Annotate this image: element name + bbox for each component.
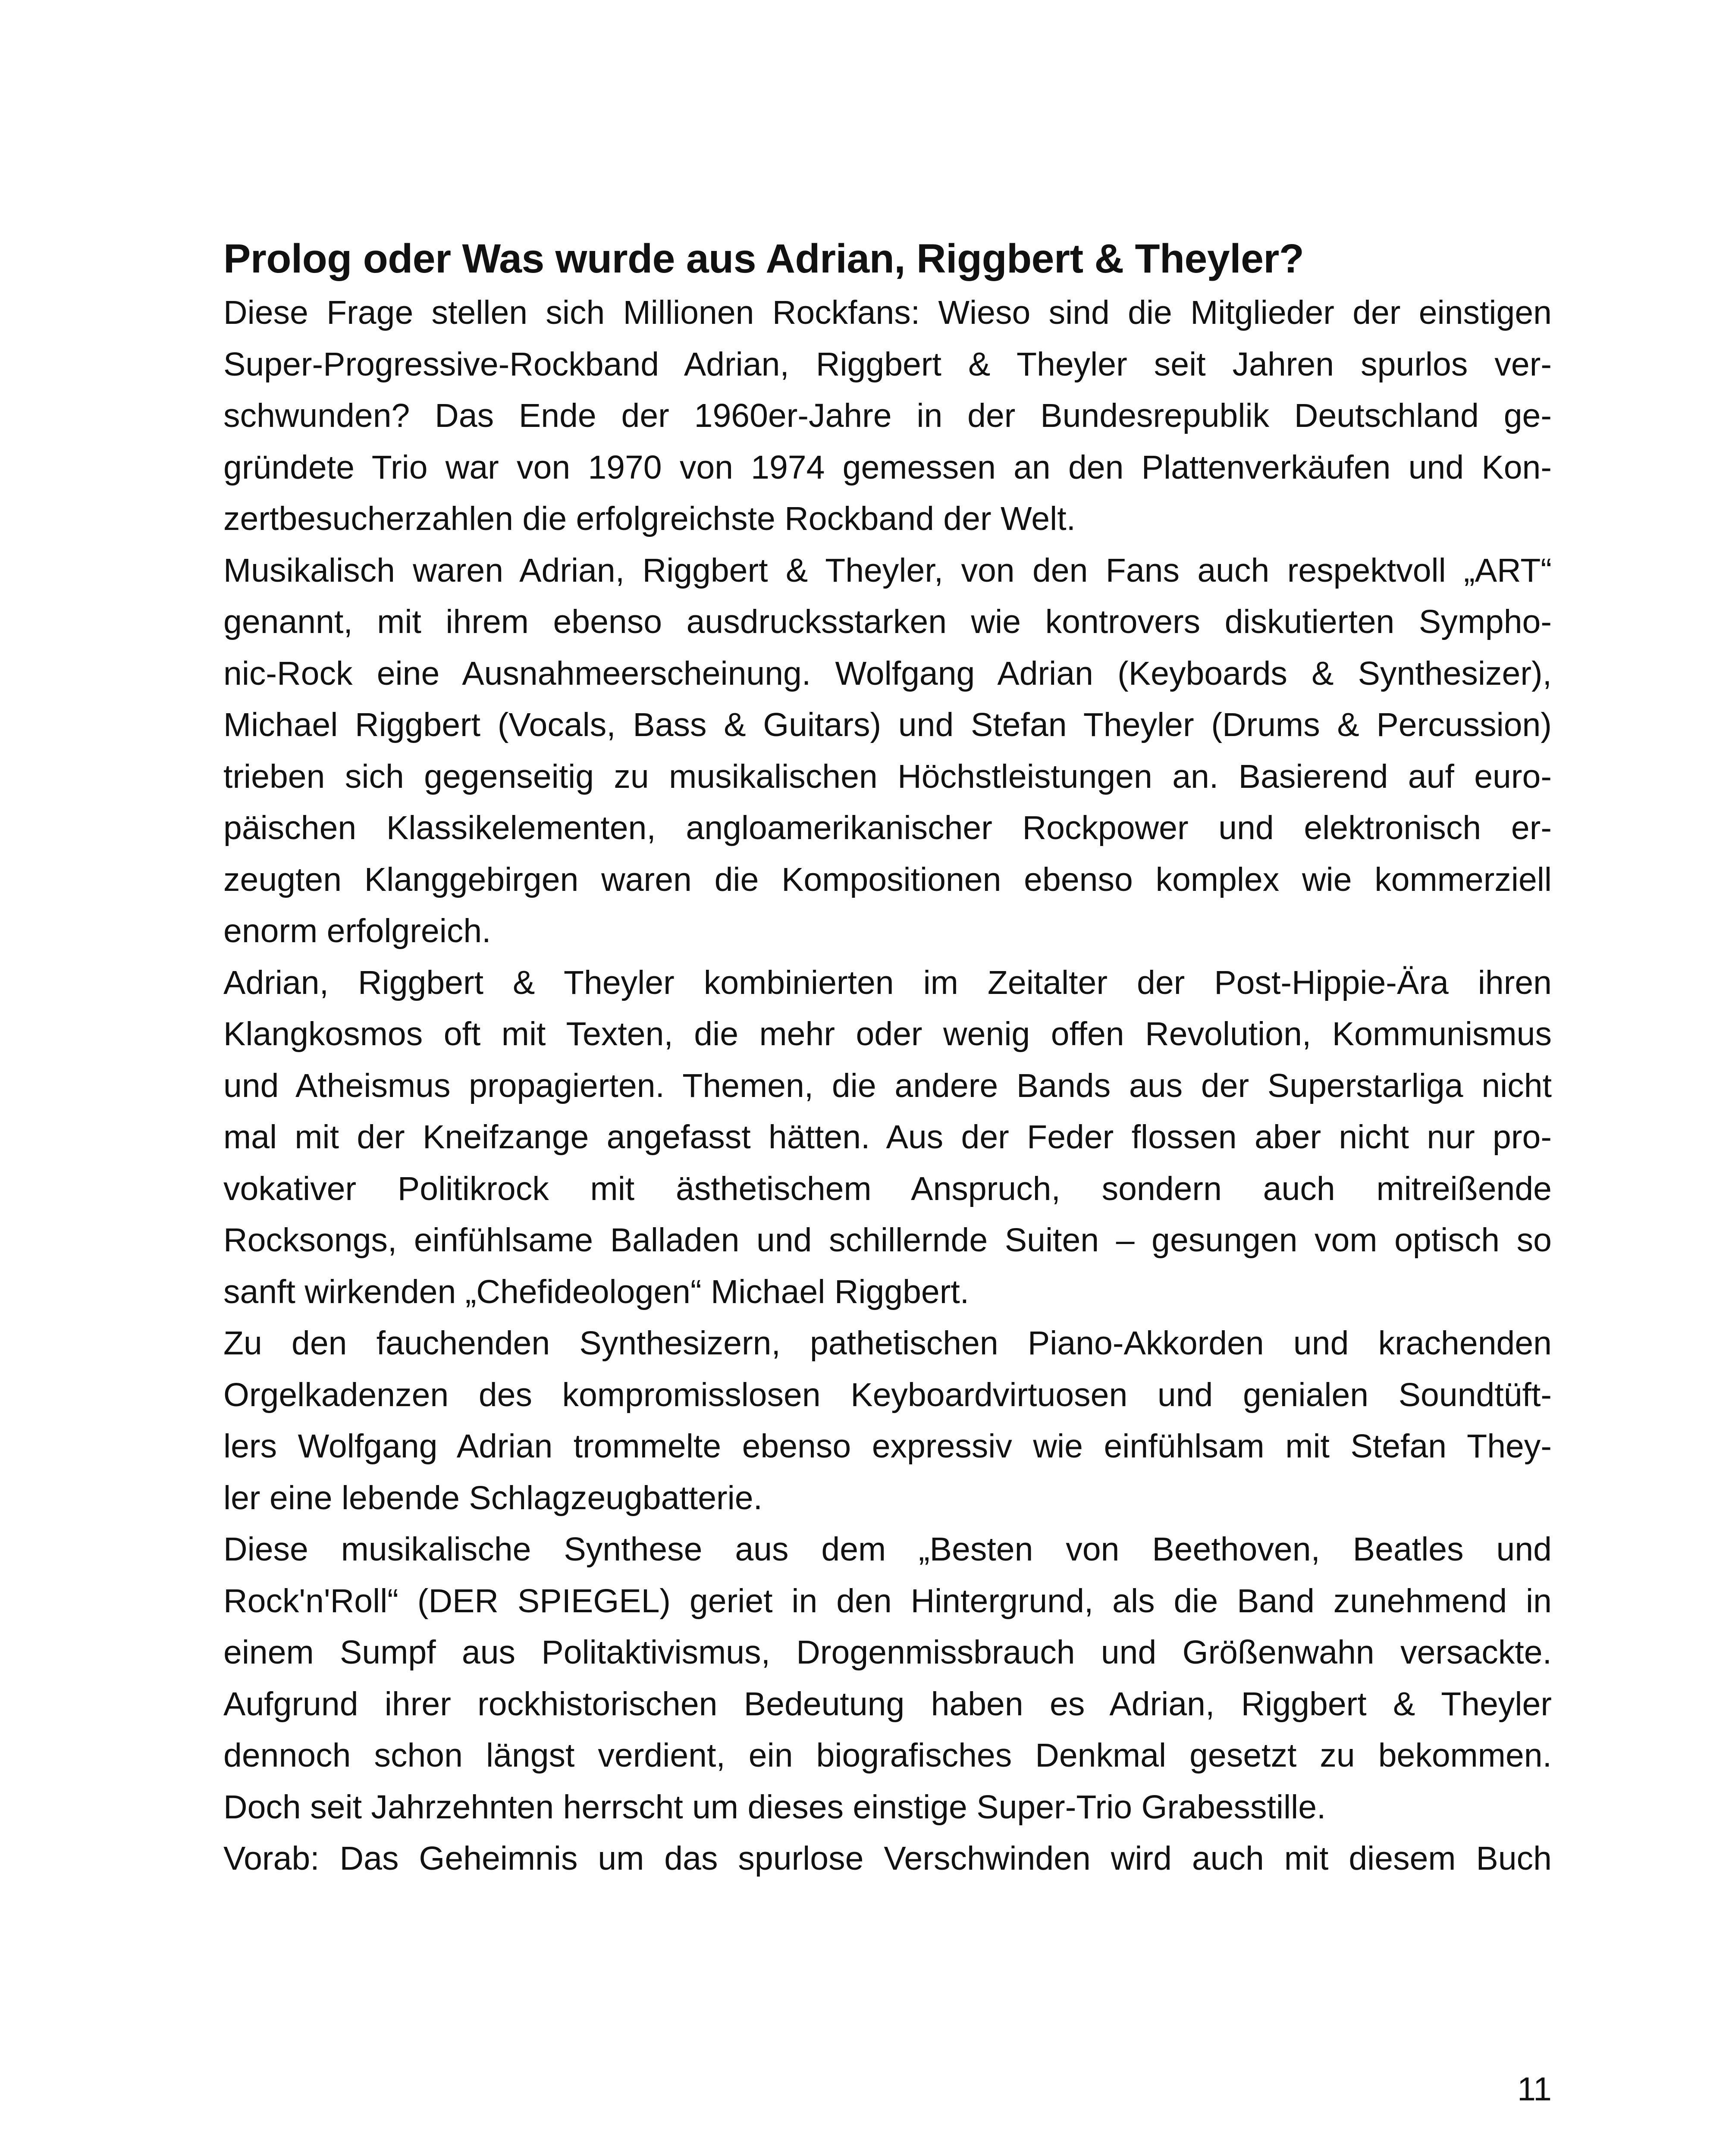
paragraph <box>223 1318 1552 1524</box>
paragraph <box>223 957 1552 1318</box>
text-line: vokativer Politikrock mit ästhetischem Anspruch, sondern auch mitreißende <box>223 1170 1552 1207</box>
paragraph <box>223 1524 1552 1833</box>
text-line: dennoch schon längst verdient, ein biografisches Denkmal gesetzt zu bekommen. <box>223 1737 1552 1774</box>
text-line: Musikalisch waren Adrian, Riggbert & Theyler, von den Fans auch respektvoll „ART“ <box>223 552 1552 589</box>
text-line: Aufgrund ihrer rockhistorischen Bedeutung haben es Adrian, Riggbert & Theyler <box>223 1685 1552 1723</box>
text-line: Diese Frage stellen sich Millionen Rockfans: Wieso sind die Mitglieder der einstigen <box>223 294 1552 331</box>
page-content <box>223 233 1552 1885</box>
text-line: ler eine lebende Schlagzeugbatterie. <box>223 1479 763 1517</box>
body-text <box>223 287 1552 1885</box>
text-line: gründete Trio war von 1970 von 1974 gemessen an den Plattenverkäufen und Kon- <box>223 448 1552 486</box>
text-line: zeugten Klanggebirgen waren die Kompositionen ebenso komplex wie kommerziell <box>223 861 1552 898</box>
text-line: Michael Riggbert (Vocals, Bass & Guitars) und Stefan Theyler (Drums & Percussion) <box>223 706 1552 743</box>
text-line: Doch seit Jahrzehnten herrscht um dieses einstige Super-Trio Grabesstille. <box>223 1788 1326 1826</box>
text-line: zertbesucherzahlen die erfolgreichste Rockband der Welt. <box>223 500 1076 537</box>
text-line: Rocksongs, einfühlsame Balladen und schillernde Suiten – gesungen vom optisch so <box>223 1222 1552 1259</box>
text-line: Zu den fauchenden Synthesizern, pathetischen Piano-Akkorden und krachenden <box>223 1325 1552 1362</box>
text-line: Orgelkadenzen des kompromisslosen Keyboardvirtuosen und genialen Soundtüft- <box>223 1376 1552 1413</box>
text-line: trieben sich gegenseitig zu musikalischen Höchstleistungen an. Basierend auf euro- <box>223 758 1552 795</box>
text-line: Diese musikalische Synthese aus dem „Besten von Beethoven, Beatles und <box>223 1531 1552 1568</box>
text-line: Rock'n'Roll“ (DER SPIEGEL) geriet in den Hintergrund, als die Band zunehmend in <box>223 1582 1552 1620</box>
text-line: lers Wolfgang Adrian trommelte ebenso expressiv wie einfühlsam mit Stefan They- <box>223 1428 1552 1465</box>
paragraph <box>223 1833 1552 1885</box>
text-line: Klangkosmos oft mit Texten, die mehr oder wenig offen Revolution, Kommunismus <box>223 1015 1552 1053</box>
text-line: und Atheismus propagierten. Themen, die andere Bands aus der Superstarliga nicht <box>223 1067 1552 1104</box>
page-number: 11 <box>1517 2071 1552 2108</box>
text-line: Vorab: Das Geheimnis um das spurlose Verschwinden wird auch mit diesem Buch <box>223 1840 1552 1877</box>
text-line: mal mit der Kneifzange angefasst hätten. Aus der Feder flossen aber nicht nur pro- <box>223 1119 1552 1156</box>
text-line: Super-Progressive-Rockband Adrian, Riggbert & Theyler seit Jahren spurlos ver- <box>223 345 1552 383</box>
text-line: nic-Rock eine Ausnahmeerscheinung. Wolfgang Adrian (Keyboards & Synthesizer), <box>223 655 1552 692</box>
text-line: genannt, mit ihrem ebenso ausdrucksstarken wie kontrovers diskutierten Sympho- <box>223 603 1552 640</box>
text-line: einem Sumpf aus Politaktivismus, Drogenmissbrauch und Größenwahn versackte. <box>223 1634 1552 1671</box>
paragraph <box>223 545 1552 957</box>
paragraph <box>223 287 1552 545</box>
text-line: enorm erfolgreich. <box>223 912 491 950</box>
text-line: Adrian, Riggbert & Theyler kombinierten im Zeitalter der Post-Hippie-Ära ihren <box>223 964 1552 1001</box>
chapter-title: Prolog oder Was wurde aus Adrian, Riggbert & Theyler? <box>223 236 1304 282</box>
text-line: päischen Klassikelementen, angloamerikanischer Rockpower und elektronisch er- <box>223 809 1552 846</box>
text-line: sanft wirkenden „Chefideologen“ Michael Riggbert. <box>223 1273 970 1310</box>
text-line: schwunden? Das Ende der 1960er-Jahre in der Bundesrepublik Deutschland ge- <box>223 397 1552 434</box>
